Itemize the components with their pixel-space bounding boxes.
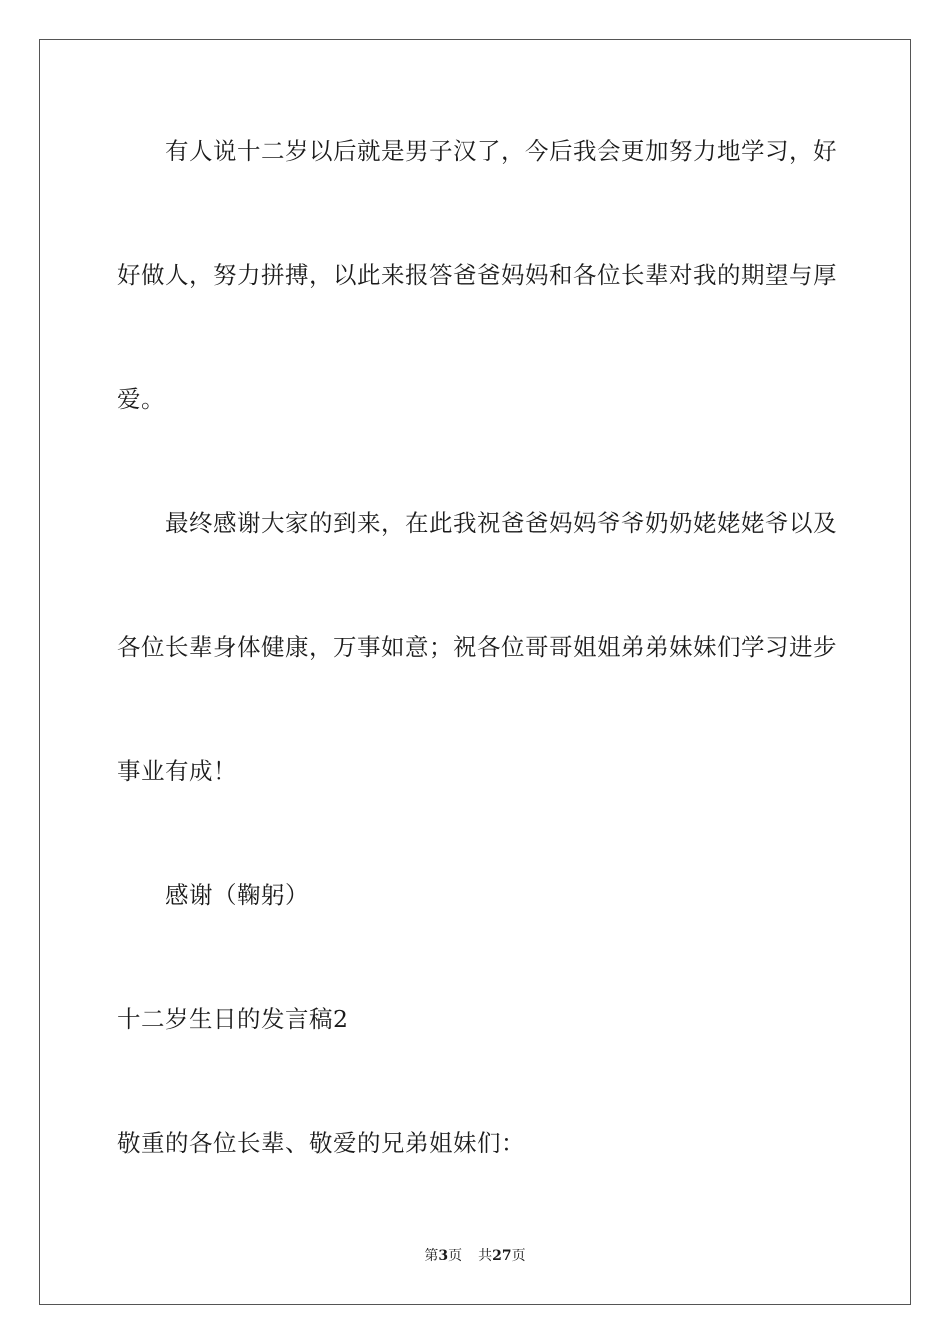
paragraph-line-5: 各位长辈身体健康，万事如意；祝各位哥哥姐姐弟弟妹妹们学习进步 <box>117 633 837 661</box>
footer-page-prefix: 第 <box>424 1248 439 1264</box>
paragraph-line-6: 事业有成！ <box>117 757 237 785</box>
footer-total-prefix: 共 <box>478 1248 493 1264</box>
paragraph-line-4: 最终感谢大家的到来，在此我祝爸爸妈妈爷爷奶奶姥姥姥爷以及 <box>165 509 837 537</box>
salutation-line: 敬重的各位长辈、敬爱的兄弟姐妹们： <box>117 1129 525 1157</box>
footer-total-pages: 27 <box>492 1248 512 1264</box>
footer-page-current: 3 <box>438 1248 449 1264</box>
footer-total-suffix: 页 <box>511 1248 526 1264</box>
page-footer <box>0 1246 950 1266</box>
paragraph-line-1: 有人说十二岁以后就是男子汉了，今后我会更加努力地学习，好 <box>165 137 837 165</box>
section-heading: 十二岁生日的发言稿2 <box>117 1005 349 1033</box>
paragraph-line-2: 好做人，努力拼搏，以此来报答爸爸妈妈和各位长辈对我的期望与厚 <box>117 261 837 289</box>
page-border <box>39 39 911 1305</box>
closing-line: 感谢（鞠躬） <box>165 881 309 909</box>
paragraph-line-3: 爱。 <box>117 385 165 413</box>
footer-page-suffix: 页 <box>448 1248 463 1264</box>
